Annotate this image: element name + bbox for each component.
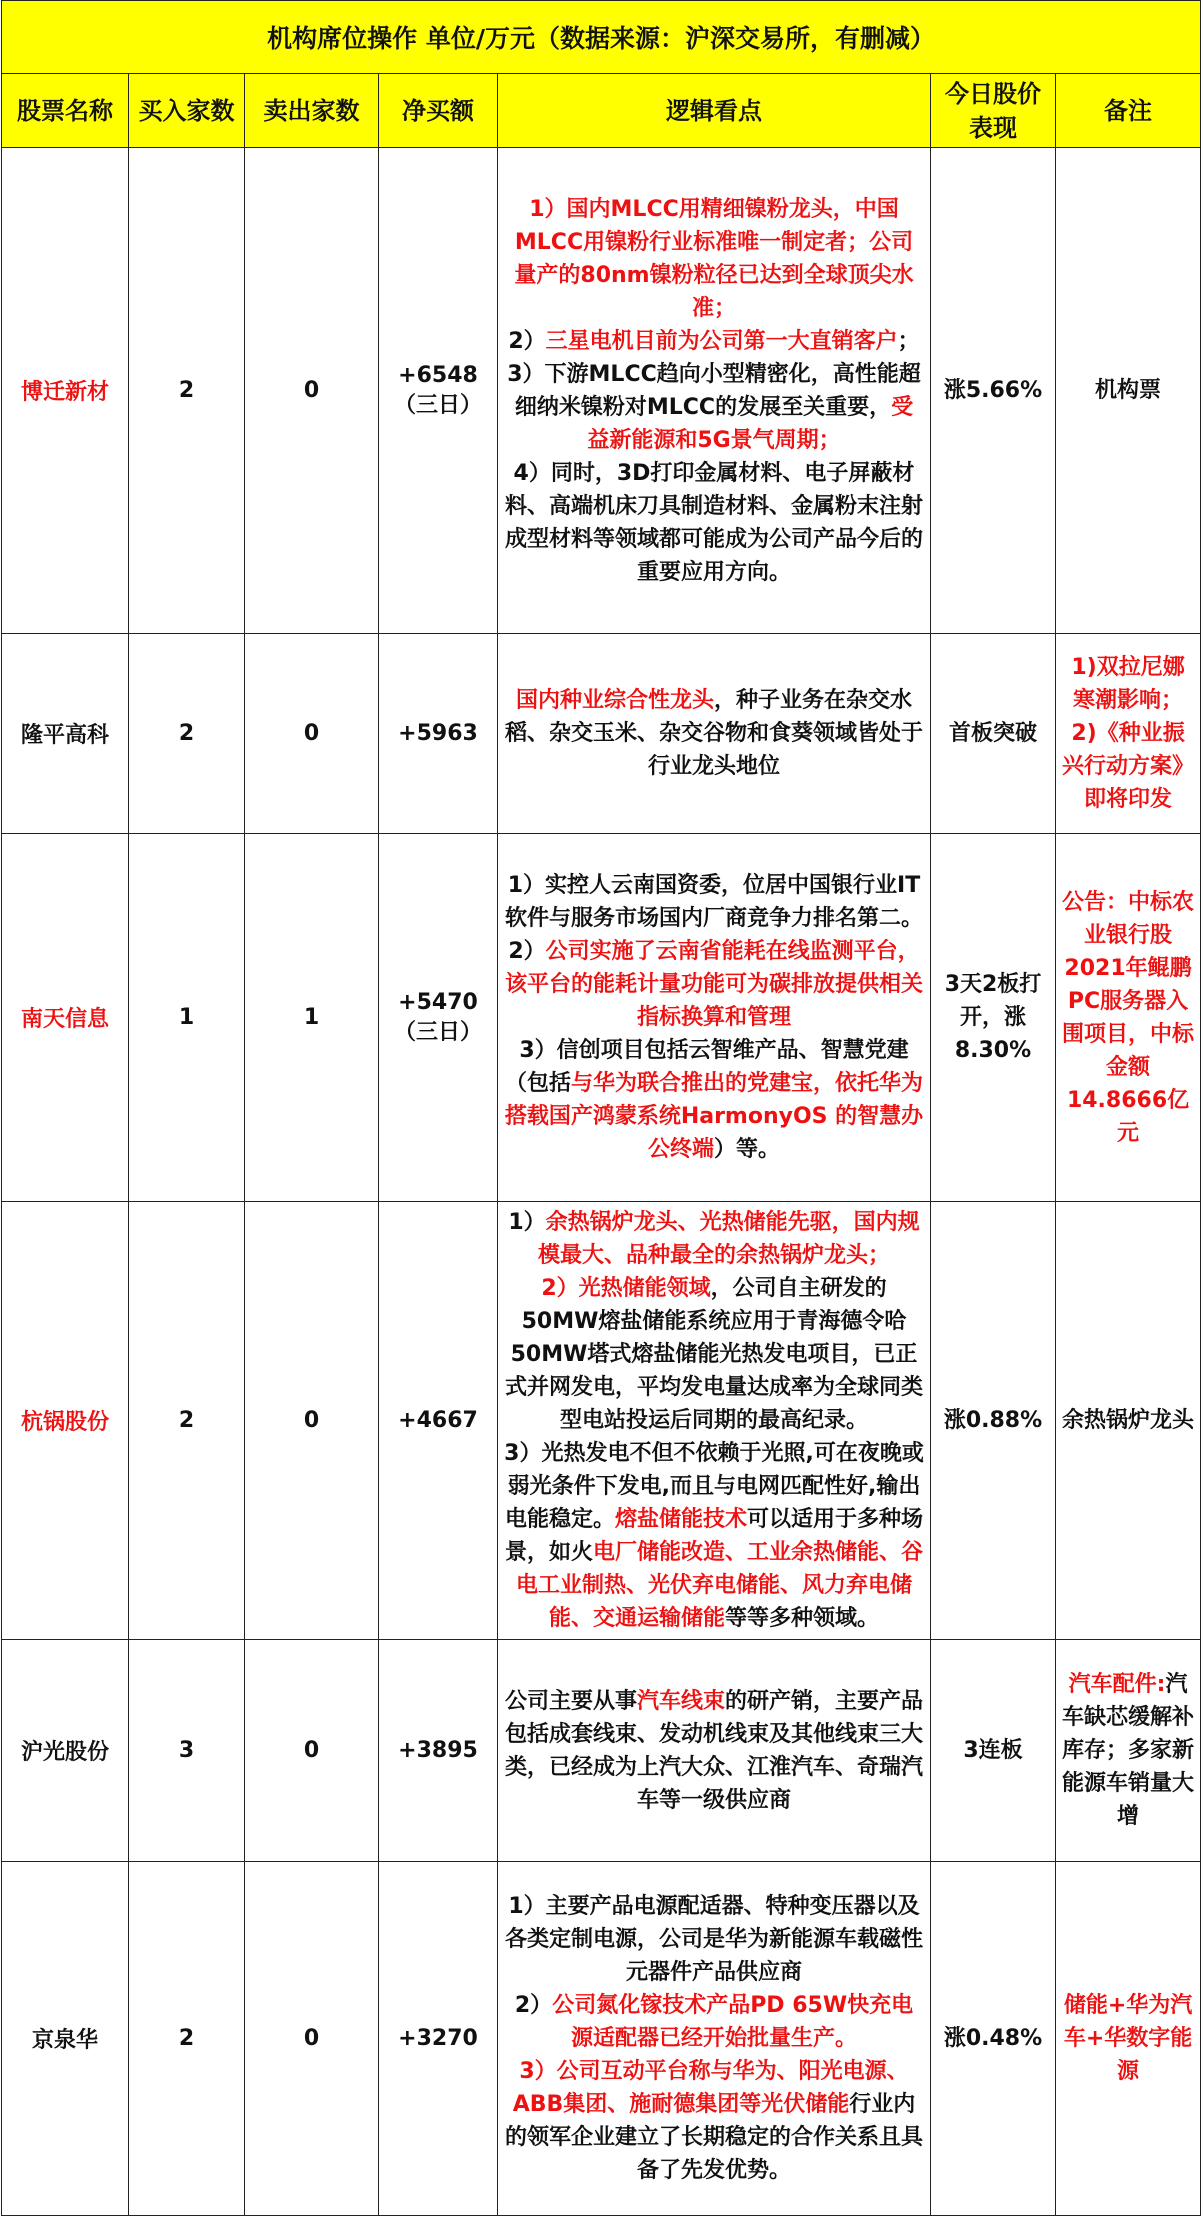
logic-paragraph xyxy=(504,684,924,783)
text-segment: 2）光热储能领域 xyxy=(541,1276,711,1301)
logic-points xyxy=(498,834,931,1202)
text-segment: 2） xyxy=(508,328,546,354)
logic-paragraph xyxy=(504,1034,924,1166)
net-buy-period: （三日） xyxy=(393,1019,482,1045)
text-segment: 熔盐储能技术 xyxy=(614,1507,747,1532)
price-performance: 涨5.66% xyxy=(931,148,1056,634)
logic-points xyxy=(498,634,931,834)
logic-points xyxy=(498,148,931,634)
buy-count: 2 xyxy=(129,634,245,834)
remarks xyxy=(1056,1640,1201,1862)
text-segment: 行业内的领军企业建立了长期稳定的合作关系且具备了先发优势。 xyxy=(504,2092,923,2183)
remarks xyxy=(1056,148,1201,634)
text-segment: 余热锅炉龙头、光热储能先驱，国内规模最大、品种最全的余热锅炉龙头； xyxy=(537,1210,920,1268)
net-buy xyxy=(379,634,498,834)
text-segment: 可以适用于多种场景，如火 xyxy=(504,1507,924,1565)
text-segment: 3）公司互动平台称与华为、阳光电源、ABB集团、施耐德集团等光伏储能 xyxy=(512,2059,909,2117)
text-segment: 公司实施了云南省能耗在线监测平台，该平台的能耗计量功能可为碳排放提供相关指标换算和管理 xyxy=(504,939,923,1030)
logic-paragraph xyxy=(504,1206,924,1272)
net-buy-value: +6548 xyxy=(398,362,478,388)
text-segment: 等等多种领域。 xyxy=(725,1606,880,1631)
remarks xyxy=(1056,634,1201,834)
net-buy xyxy=(379,1862,498,2216)
remarks xyxy=(1056,1202,1201,1640)
logic-paragraph xyxy=(504,935,924,1034)
header-row xyxy=(2,74,1201,148)
text-segment: 余热锅炉龙头 xyxy=(1062,1408,1195,1433)
net-buy-value: +5963 xyxy=(398,721,478,746)
text-segment: 汽车缺芯缓解补库存；多家新能源车销量大增 xyxy=(1062,1672,1195,1829)
net-buy xyxy=(379,148,498,634)
text-segment: 1）国内MLCC用精细镍粉龙头，中国MLCC用镍粉行业标准唯一制定者；公司量产的80nm镍粉粒径已达到全球顶尖水准； xyxy=(514,196,914,321)
text-segment: 2） xyxy=(514,1993,553,2018)
header-logic: 逻辑看点 xyxy=(498,74,931,148)
text-segment: 3）信创项目包括云智维产品、智慧党建（包括 xyxy=(504,1038,909,1096)
text-segment: 4）同时，3D打印金属材料、电子屏蔽材料、高端机床刀具制造材料、金属粉末注射成型材料等领域都可能成为公司产品今后的重要应用方向。 xyxy=(504,460,923,585)
text-segment: 公告：中标农业银行股2021年鲲鹏PC服务器入围项目，中标金额14.8666亿元 xyxy=(1062,889,1195,1146)
remarks xyxy=(1056,834,1201,1202)
title-row xyxy=(2,1,1201,74)
net-buy-value: +5470 xyxy=(398,989,478,1015)
text-segment: 受益新能源和5G景气周期； xyxy=(587,394,914,453)
sell-count: 0 xyxy=(245,1202,379,1640)
table-row xyxy=(2,1862,1201,2216)
logic-paragraph xyxy=(504,193,924,325)
text-segment: 电厂储能改造、工业余热储能、谷电工业制热、光伏弃电储能、风力弃电储能、交通运输储能 xyxy=(515,1540,924,1631)
text-segment: 1） xyxy=(508,1210,546,1235)
text-segment: ； xyxy=(897,328,920,354)
text-segment: 2） xyxy=(508,939,546,964)
price-performance: 涨0.88% xyxy=(931,1202,1056,1640)
text-segment: 的研产销，主要产品包括成套线束、发动机线束及其他线束三大类，已经成为上汽大众、江淮汽车、奇瑞汽车等一级供应商 xyxy=(504,1688,924,1813)
logic-paragraph xyxy=(504,457,924,589)
logic-paragraph xyxy=(504,1685,924,1817)
logic-paragraph xyxy=(504,1272,924,1437)
sell-count: 0 xyxy=(245,634,379,834)
text-segment: ）等。 xyxy=(714,1137,781,1162)
net-buy xyxy=(379,834,498,1202)
header-remarks: 备注 xyxy=(1056,74,1201,148)
price-performance: 首板突破 xyxy=(931,634,1056,834)
logic-points xyxy=(498,1862,931,2216)
table-row xyxy=(2,634,1201,834)
sell-count: 0 xyxy=(245,148,379,634)
buy-count: 2 xyxy=(129,1862,245,2216)
text-segment: 国内种业综合性龙头 xyxy=(515,688,714,713)
text-segment: 汽车线束 xyxy=(636,1688,725,1714)
text-segment: 3）下游MLCC趋向小型精密化，高性能超细纳米镍粉对MLCC的发展至关重要， xyxy=(507,361,921,420)
header-stock-name: 股票名称 xyxy=(2,74,129,148)
net-buy xyxy=(379,1640,498,1862)
logic-points xyxy=(498,1202,931,1640)
text-segment: ，公司自主研发的50MW熔盐储能系统应用于青海德令哈50MW塔式熔盐储能光热发电项目，已正式并网发电，平均发电量达成率为全球同类型电站投运后同期的最高纪录。 xyxy=(504,1276,923,1433)
sell-count: 0 xyxy=(245,1640,379,1862)
logic-paragraph xyxy=(504,358,924,457)
table-row xyxy=(2,148,1201,634)
net-buy xyxy=(379,1202,498,1640)
text-segment: 1）主要产品电源配适器、特种变压器以及各类定制电源，公司是华为新能源车载磁性元器件产品供应商 xyxy=(504,1894,923,1985)
price-performance: 3连板 xyxy=(931,1640,1056,1862)
table-row xyxy=(2,1202,1201,1640)
stock-name: 杭锅股份 xyxy=(2,1202,129,1640)
header-price-performance: 今日股价表现 xyxy=(931,74,1056,148)
header-sell-count: 卖出家数 xyxy=(245,74,379,148)
text-segment: 机构票 xyxy=(1095,378,1162,403)
logic-paragraph xyxy=(504,1437,924,1635)
text-segment: ，种子业务在杂交水稻、杂交玉米、杂交谷物和食葵领域皆处于行业龙头地位 xyxy=(504,688,923,779)
header-buy-count: 买入家数 xyxy=(129,74,245,148)
table-title: 机构席位操作 单位/万元（数据来源：沪深交易所，有删减） xyxy=(2,1,1201,74)
text-segment: 公司主要从事 xyxy=(504,1688,637,1714)
net-buy-period: （三日） xyxy=(393,392,482,418)
table-row xyxy=(2,834,1201,1202)
sell-count: 0 xyxy=(245,1862,379,2216)
net-buy-value: +3895 xyxy=(398,1738,478,1763)
text-segment: 汽车配件: xyxy=(1068,1672,1166,1697)
buy-count: 2 xyxy=(129,148,245,634)
stock-name: 京泉华 xyxy=(2,1862,129,2216)
buy-count: 1 xyxy=(129,834,245,1202)
price-performance: 3天2板打开，涨8.30% xyxy=(931,834,1056,1202)
text-segment: 1)双拉尼娜寒潮影响；2)《种业振兴行动方案》即将印发 xyxy=(1062,655,1195,812)
text-segment: 三星电机目前为公司第一大直销客户 xyxy=(545,328,898,354)
net-buy-value: +3270 xyxy=(398,2026,478,2051)
text-segment: 3）光热发电不但不依赖于光照,可在夜晚或弱光条件下发电,而且与电网匹配性好,输出电能稳定。 xyxy=(504,1441,924,1532)
logic-paragraph xyxy=(504,325,924,358)
stock-name: 隆平高科 xyxy=(2,634,129,834)
buy-count: 3 xyxy=(129,1640,245,1862)
net-buy-value: +4667 xyxy=(398,1408,478,1433)
institution-seat-table xyxy=(1,0,1201,2216)
remarks xyxy=(1056,1862,1201,2216)
stock-name: 沪光股份 xyxy=(2,1640,129,1862)
logic-paragraph xyxy=(504,1890,924,1989)
logic-paragraph xyxy=(504,1989,924,2055)
header-net-buy: 净买额 xyxy=(379,74,498,148)
logic-paragraph xyxy=(504,2055,924,2187)
stock-name: 博迁新材 xyxy=(2,148,129,634)
text-segment: 储能+华为汽车+华数字能源 xyxy=(1063,1993,1193,2084)
text-segment: 1）实控人云南国资委，位居中国银行业IT 软件与服务市场国内厂商竞争力排名第二。 xyxy=(504,873,923,931)
text-segment: 公司氮化镓技术产品PD 65W快充电源适配器已经开始批量生产。 xyxy=(552,1993,914,2051)
table-row xyxy=(2,1640,1201,1862)
logic-paragraph xyxy=(504,869,924,935)
text-segment: 与华为联合推出的党建宝，依托华为搭载国产鸿蒙系统HarmonyOS 的智慧办公终端 xyxy=(504,1071,924,1162)
logic-points xyxy=(498,1640,931,1862)
price-performance: 涨0.48% xyxy=(931,1862,1056,2216)
sell-count: 1 xyxy=(245,834,379,1202)
stock-name: 南天信息 xyxy=(2,834,129,1202)
buy-count: 2 xyxy=(129,1202,245,1640)
